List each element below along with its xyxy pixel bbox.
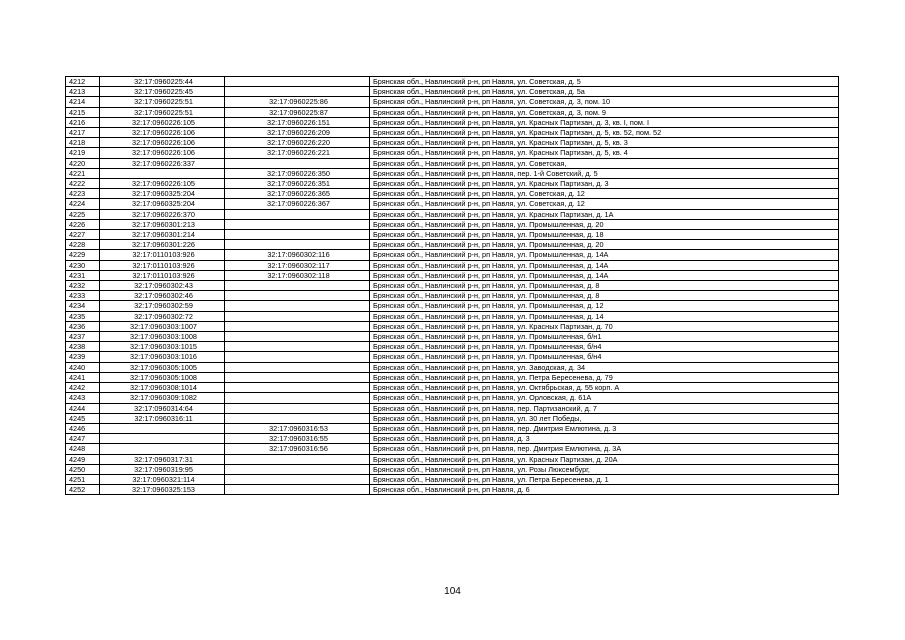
sub-cadastral-number-cell: 32:17:0960226:209 bbox=[225, 128, 370, 138]
table-row bbox=[66, 260, 839, 270]
cadastral-number-cell: 32:17:0960325:204 bbox=[100, 189, 225, 199]
address-cell: Брянская обл., Навлинский р-н, рп Навля, ул. Розы Люксембург, bbox=[370, 464, 839, 474]
table-row bbox=[66, 250, 839, 260]
address-cell: Брянская обл., Навлинский р-н, рп Навля, ул. Советская, д. 5а bbox=[370, 87, 839, 97]
sub-cadastral-number-cell: 32:17:0960226:351 bbox=[225, 179, 370, 189]
cadastral-number-cell: 32:17:0960302:43 bbox=[100, 281, 225, 291]
address-cell: Брянская обл., Навлинский р-н, рп Навля, ул. Заводская, д. 34 bbox=[370, 362, 839, 372]
table-row bbox=[66, 189, 839, 199]
table-row bbox=[66, 474, 839, 484]
cadastral-number-cell: 32:17:0960226:106 bbox=[100, 148, 225, 158]
sub-cadastral-number-cell bbox=[225, 383, 370, 393]
sub-cadastral-number-cell: 32:17:0960226:151 bbox=[225, 117, 370, 127]
row-number-cell: 4243 bbox=[66, 393, 100, 403]
cadastral-number-cell: 32:17:0960302:59 bbox=[100, 301, 225, 311]
sub-cadastral-number-cell bbox=[225, 219, 370, 229]
cadastral-number-cell: 32:17:0110103:926 bbox=[100, 260, 225, 270]
cadastral-number-cell: 32:17:0960226:337 bbox=[100, 158, 225, 168]
row-number-cell: 4223 bbox=[66, 189, 100, 199]
cadastral-number-cell: 32:17:0960226:105 bbox=[100, 179, 225, 189]
row-number-cell: 4226 bbox=[66, 219, 100, 229]
row-number-cell: 4217 bbox=[66, 128, 100, 138]
table-row bbox=[66, 148, 839, 158]
row-number-cell: 4234 bbox=[66, 301, 100, 311]
address-cell: Брянская обл., Навлинский р-н, рп Навля, ул. Промышленная, д. 12 bbox=[370, 301, 839, 311]
sub-cadastral-number-cell bbox=[225, 87, 370, 97]
address-cell: Брянская обл., Навлинский р-н, рп Навля, д. 6 bbox=[370, 485, 839, 495]
row-number-cell: 4222 bbox=[66, 179, 100, 189]
row-number-cell: 4245 bbox=[66, 413, 100, 423]
row-number-cell: 4247 bbox=[66, 434, 100, 444]
table-row bbox=[66, 179, 839, 189]
address-cell: Брянская обл., Навлинский р-н, рп Навля, ул. Советская, д. 3, пом. 10 bbox=[370, 97, 839, 107]
row-number-cell: 4219 bbox=[66, 148, 100, 158]
cadastral-number-cell: 32:17:0960303:1007 bbox=[100, 321, 225, 331]
table-row bbox=[66, 107, 839, 117]
table-row bbox=[66, 219, 839, 229]
sub-cadastral-number-cell bbox=[225, 362, 370, 372]
cadastral-number-cell: 32:17:0960305:1008 bbox=[100, 372, 225, 382]
address-cell: Брянская обл., Навлинский р-н, рп Навля, пер. Дмитрия Емлютина, д. 3 bbox=[370, 423, 839, 433]
cadastral-number-cell: 32:17:0960309:1082 bbox=[100, 393, 225, 403]
address-cell: Брянская обл., Навлинский р-н, рп Навля, ул. Советская, д. 12 bbox=[370, 199, 839, 209]
address-cell: Брянская обл., Навлинский р-н, рп Навля, ул. Красных Партизан, д. 5, кв. 52, пом. 52 bbox=[370, 128, 839, 138]
row-number-cell: 4241 bbox=[66, 372, 100, 382]
row-number-cell: 4239 bbox=[66, 352, 100, 362]
row-number-cell: 4240 bbox=[66, 362, 100, 372]
table-row bbox=[66, 362, 839, 372]
table-row bbox=[66, 372, 839, 382]
sub-cadastral-number-cell bbox=[225, 311, 370, 321]
cadastral-number-cell: 32:17:0960301:214 bbox=[100, 230, 225, 240]
cadastral-number-cell: 32:17:0960226:106 bbox=[100, 138, 225, 148]
row-number-cell: 4218 bbox=[66, 138, 100, 148]
address-cell: Брянская обл., Навлинский р-н, рп Навля, ул. Промышленная, д. 8 bbox=[370, 291, 839, 301]
sub-cadastral-number-cell bbox=[225, 301, 370, 311]
sub-cadastral-number-cell: 32:17:0960226:350 bbox=[225, 168, 370, 178]
sub-cadastral-number-cell bbox=[225, 291, 370, 301]
cadastral-number-cell: 32:17:0960302:72 bbox=[100, 311, 225, 321]
address-cell: Брянская обл., Навлинский р-н, рп Навля, ул. Красных Партизан, д. 5, кв. 4 bbox=[370, 148, 839, 158]
address-cell: Брянская обл., Навлинский р-н, рп Навля, пер. Дмитрия Емлютина, д. 3А bbox=[370, 444, 839, 454]
cadastral-number-cell: 32:17:0960317:31 bbox=[100, 454, 225, 464]
address-cell: Брянская обл., Навлинский р-н, рп Навля, ул. Октябрьская, д. 55 корп. А bbox=[370, 383, 839, 393]
table-row bbox=[66, 281, 839, 291]
row-number-cell: 4224 bbox=[66, 199, 100, 209]
address-cell: Брянская обл., Навлинский р-н, рп Навля, ул. Промышленная, д. 14А bbox=[370, 260, 839, 270]
sub-cadastral-number-cell bbox=[225, 474, 370, 484]
address-cell: Брянская обл., Навлинский р-н, рп Навля, ул. Петра Бересенева, д. 79 bbox=[370, 372, 839, 382]
row-number-cell: 4250 bbox=[66, 464, 100, 474]
address-cell: Брянская обл., Навлинский р-н, рп Навля, ул. Промышленная, д. 14 bbox=[370, 311, 839, 321]
row-number-cell: 4251 bbox=[66, 474, 100, 484]
address-cell: Брянская обл., Навлинский р-н, рп Навля, ул. Советская, д. 3, пом. 9 bbox=[370, 107, 839, 117]
cadastral-number-cell bbox=[100, 168, 225, 178]
table-row bbox=[66, 138, 839, 148]
sub-cadastral-number-cell bbox=[225, 209, 370, 219]
address-cell: Брянская обл., Навлинский р-н, рп Навля, ул. Красных Партизан, д. 70 bbox=[370, 321, 839, 331]
table-row bbox=[66, 393, 839, 403]
table-row bbox=[66, 485, 839, 495]
row-number-cell: 4244 bbox=[66, 403, 100, 413]
address-cell: Брянская обл., Навлинский р-н, рп Навля, ул. Орловская, д. 61А bbox=[370, 393, 839, 403]
address-cell: Брянская обл., Навлинский р-н, рп Навля, д. 3 bbox=[370, 434, 839, 444]
sub-cadastral-number-cell bbox=[225, 372, 370, 382]
sub-cadastral-number-cell bbox=[225, 77, 370, 87]
address-cell: Брянская обл., Навлинский р-н, рп Навля, ул. Красных Партизан, д. 20А bbox=[370, 454, 839, 464]
sub-cadastral-number-cell bbox=[225, 332, 370, 342]
sub-cadastral-number-cell: 32:17:0960225:87 bbox=[225, 107, 370, 117]
sub-cadastral-number-cell: 32:17:0960226:365 bbox=[225, 189, 370, 199]
table-row bbox=[66, 270, 839, 280]
cadastral-number-cell: 32:17:0960225:44 bbox=[100, 77, 225, 87]
row-number-cell: 4236 bbox=[66, 321, 100, 331]
address-cell: Брянская обл., Навлинский р-н, рп Навля, ул. Красных Партизан, д. 1А bbox=[370, 209, 839, 219]
sub-cadastral-number-cell bbox=[225, 464, 370, 474]
table-row bbox=[66, 230, 839, 240]
row-number-cell: 4242 bbox=[66, 383, 100, 393]
row-number-cell: 4228 bbox=[66, 240, 100, 250]
row-number-cell: 4214 bbox=[66, 97, 100, 107]
table-row bbox=[66, 158, 839, 168]
sub-cadastral-number-cell bbox=[225, 403, 370, 413]
address-cell: Брянская обл., Навлинский р-н, рп Навля, ул. Красных Партизан, д. 3 bbox=[370, 179, 839, 189]
cadastral-number-cell: 32:17:0960321:114 bbox=[100, 474, 225, 484]
row-number-cell: 4249 bbox=[66, 454, 100, 464]
cadastral-number-cell: 32:17:0960225:45 bbox=[100, 87, 225, 97]
address-cell: Брянская обл., Навлинский р-н, рп Навля, ул. Красных Партизан, д. 5, кв. 3 bbox=[370, 138, 839, 148]
row-number-cell: 4229 bbox=[66, 250, 100, 260]
address-cell: Брянская обл., Навлинский р-н, рп Навля, ул. 30 лет Победы, bbox=[370, 413, 839, 423]
cadastral-number-cell: 32:17:0960303:1008 bbox=[100, 332, 225, 342]
address-cell: Брянская обл., Навлинский р-н, рп Навля, ул. Петра Бересенева, д. 1 bbox=[370, 474, 839, 484]
cadastral-number-cell: 32:17:0960305:1005 bbox=[100, 362, 225, 372]
table-row bbox=[66, 291, 839, 301]
sub-cadastral-number-cell: 32:17:0960226:221 bbox=[225, 148, 370, 158]
sub-cadastral-number-cell: 32:17:0960316:53 bbox=[225, 423, 370, 433]
table-row bbox=[66, 117, 839, 127]
table-row bbox=[66, 444, 839, 454]
sub-cadastral-number-cell bbox=[225, 454, 370, 464]
sub-cadastral-number-cell bbox=[225, 393, 370, 403]
row-number-cell: 4238 bbox=[66, 342, 100, 352]
cadastral-number-cell: 32:17:0960308:1014 bbox=[100, 383, 225, 393]
row-number-cell: 4230 bbox=[66, 260, 100, 270]
cadastral-number-cell: 32:17:0960314:64 bbox=[100, 403, 225, 413]
sub-cadastral-number-cell: 32:17:0960225:86 bbox=[225, 97, 370, 107]
sub-cadastral-number-cell bbox=[225, 158, 370, 168]
table-row bbox=[66, 240, 839, 250]
table-row bbox=[66, 301, 839, 311]
address-cell: Брянская обл., Навлинский р-н, рп Навля, ул. Советская, д. 12 bbox=[370, 189, 839, 199]
table-row bbox=[66, 168, 839, 178]
row-number-cell: 4225 bbox=[66, 209, 100, 219]
table-row bbox=[66, 352, 839, 362]
row-number-cell: 4233 bbox=[66, 291, 100, 301]
row-number-cell: 4246 bbox=[66, 423, 100, 433]
table-row bbox=[66, 332, 839, 342]
table-row bbox=[66, 423, 839, 433]
table-row bbox=[66, 434, 839, 444]
cadastral-number-cell: 32:17:0960316:11 bbox=[100, 413, 225, 423]
address-cell: Брянская обл., Навлинский р-н, рп Навля, ул. Промышленная, б/н4 bbox=[370, 342, 839, 352]
cadastral-number-cell: 32:17:0960319:95 bbox=[100, 464, 225, 474]
sub-cadastral-number-cell: 32:17:0960316:55 bbox=[225, 434, 370, 444]
row-number-cell: 4212 bbox=[66, 77, 100, 87]
sub-cadastral-number-cell: 32:17:0960226:220 bbox=[225, 138, 370, 148]
sub-cadastral-number-cell bbox=[225, 485, 370, 495]
row-number-cell: 4221 bbox=[66, 168, 100, 178]
cadastral-number-cell: 32:17:0110103:926 bbox=[100, 250, 225, 260]
address-cell: Брянская обл., Навлинский р-н, рп Навля, ул. Красных Партизан, д. 3, кв. I, пом. I bbox=[370, 117, 839, 127]
cadastral-number-cell: 32:17:0960302:46 bbox=[100, 291, 225, 301]
cadastral-number-cell: 32:17:0960301:213 bbox=[100, 219, 225, 229]
sub-cadastral-number-cell: 32:17:0960316:56 bbox=[225, 444, 370, 454]
address-cell: Брянская обл., Навлинский р-н, рп Навля, ул. Промышленная, д. 20 bbox=[370, 219, 839, 229]
sub-cadastral-number-cell: 32:17:0960226:367 bbox=[225, 199, 370, 209]
cadastral-number-cell: 32:17:0960301:226 bbox=[100, 240, 225, 250]
table-row bbox=[66, 413, 839, 423]
sub-cadastral-number-cell bbox=[225, 342, 370, 352]
row-number-cell: 4220 bbox=[66, 158, 100, 168]
address-cell: Брянская обл., Навлинский р-н, рп Навля, ул. Промышленная, д. 18 bbox=[370, 230, 839, 240]
sub-cadastral-number-cell: 32:17:0960302:117 bbox=[225, 260, 370, 270]
sub-cadastral-number-cell: 32:17:0960302:116 bbox=[225, 250, 370, 260]
cadastral-number-cell: 32:17:0960325:153 bbox=[100, 485, 225, 495]
table-row bbox=[66, 311, 839, 321]
address-cell: Брянская обл., Навлинский р-н, рп Навля, ул. Промышленная, б/н4 bbox=[370, 352, 839, 362]
address-cell: Брянская обл., Навлинский р-н, рп Навля, пер. 1-й Советский, д. 5 bbox=[370, 168, 839, 178]
row-number-cell: 4227 bbox=[66, 230, 100, 240]
cadastral-number-cell bbox=[100, 434, 225, 444]
sub-cadastral-number-cell bbox=[225, 240, 370, 250]
sub-cadastral-number-cell bbox=[225, 230, 370, 240]
cadastral-number-cell: 32:17:0960303:1015 bbox=[100, 342, 225, 352]
cadastral-table bbox=[65, 76, 839, 495]
sub-cadastral-number-cell bbox=[225, 413, 370, 423]
table-row bbox=[66, 342, 839, 352]
cadastral-number-cell: 32:17:0960325:204 bbox=[100, 199, 225, 209]
cadastral-number-cell: 32:17:0960226:105 bbox=[100, 117, 225, 127]
address-cell: Брянская обл., Навлинский р-н, рп Навля, ул. Промышленная, д. 8 bbox=[370, 281, 839, 291]
row-number-cell: 4232 bbox=[66, 281, 100, 291]
page-number: 104 bbox=[444, 586, 461, 597]
address-cell: Брянская обл., Навлинский р-н, рп Навля, ул. Советская, д. 5 bbox=[370, 77, 839, 87]
table-row bbox=[66, 87, 839, 97]
row-number-cell: 4216 bbox=[66, 117, 100, 127]
sub-cadastral-number-cell bbox=[225, 281, 370, 291]
sub-cadastral-number-cell bbox=[225, 321, 370, 331]
table-row bbox=[66, 454, 839, 464]
row-number-cell: 4235 bbox=[66, 311, 100, 321]
cadastral-number-cell bbox=[100, 444, 225, 454]
table-row bbox=[66, 403, 839, 413]
cadastral-number-cell: 32:17:0960225:51 bbox=[100, 107, 225, 117]
table-row bbox=[66, 209, 839, 219]
address-cell: Брянская обл., Навлинский р-н, рп Навля, ул. Промышленная, д. 14А bbox=[370, 250, 839, 260]
table-row bbox=[66, 77, 839, 87]
address-cell: Брянская обл., Навлинский р-н, рп Навля, ул. Промышленная, д. 20 bbox=[370, 240, 839, 250]
row-number-cell: 4231 bbox=[66, 270, 100, 280]
cadastral-number-cell: 32:17:0960225:51 bbox=[100, 97, 225, 107]
cadastral-number-cell: 32:17:0960226:106 bbox=[100, 128, 225, 138]
cadastral-number-cell bbox=[100, 423, 225, 433]
address-cell: Брянская обл., Навлинский р-н, рп Навля, ул. Промышленная, д. 14А bbox=[370, 270, 839, 280]
table-row bbox=[66, 128, 839, 138]
table-row bbox=[66, 97, 839, 107]
sub-cadastral-number-cell bbox=[225, 352, 370, 362]
row-number-cell: 4248 bbox=[66, 444, 100, 454]
row-number-cell: 4237 bbox=[66, 332, 100, 342]
table-row bbox=[66, 199, 839, 209]
cadastral-number-cell: 32:17:0960303:1016 bbox=[100, 352, 225, 362]
cadastral-number-cell: 32:17:0960226:370 bbox=[100, 209, 225, 219]
table-row bbox=[66, 383, 839, 393]
table-body bbox=[66, 77, 839, 495]
row-number-cell: 4252 bbox=[66, 485, 100, 495]
table-row bbox=[66, 321, 839, 331]
row-number-cell: 4215 bbox=[66, 107, 100, 117]
row-number-cell: 4213 bbox=[66, 87, 100, 97]
address-cell: Брянская обл., Навлинский р-н, рп Навля, пер. Партизанский, д. 7 bbox=[370, 403, 839, 413]
address-cell: Брянская обл., Навлинский р-н, рп Навля, ул. Промышленная, б/н1 bbox=[370, 332, 839, 342]
table-row bbox=[66, 464, 839, 474]
address-cell: Брянская обл., Навлинский р-н, рп Навля, ул. Советская, bbox=[370, 158, 839, 168]
sub-cadastral-number-cell: 32:17:0960302:118 bbox=[225, 270, 370, 280]
cadastral-number-cell: 32:17:0110103:926 bbox=[100, 270, 225, 280]
